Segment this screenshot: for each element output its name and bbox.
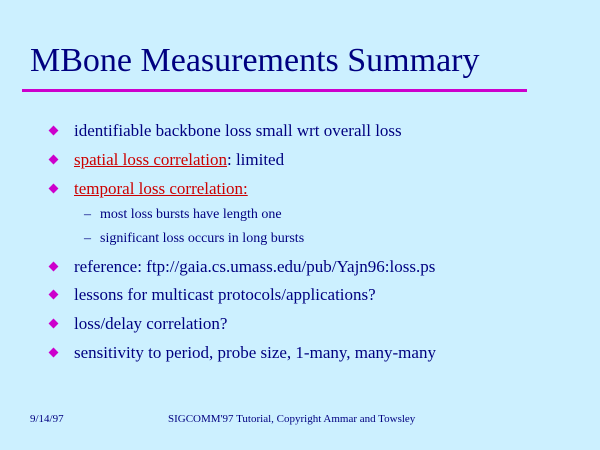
dash-bullet: – [84, 207, 91, 222]
sub-bullet-text: significant loss occurs in long bursts [100, 231, 305, 246]
diamond-bullet-icon [49, 319, 59, 329]
footer-credit: SIGCOMM'97 Tutorial, Copyright Ammar and Towsley [168, 413, 416, 425]
footer-date: 9/14/97 [30, 413, 64, 425]
slide-title: MBone Measurements Summary [30, 42, 480, 79]
spatial-loss-correlation-link[interactable]: spatial loss correlation [74, 150, 227, 169]
bullet-text: lessons for multicast protocols/applications? [74, 285, 376, 304]
bullet-text: identifiable backbone loss small wrt overall loss [74, 121, 402, 140]
diamond-bullet-icon [49, 290, 59, 300]
bullet-text: sensitivity to period, probe size, 1-many, many-many [74, 343, 436, 362]
diamond-bullet-icon [49, 262, 59, 272]
bullet-text [74, 149, 284, 171]
bullet-text: loss/delay correlation? [74, 314, 228, 333]
bullet-text-rest: : limited [226, 150, 285, 169]
diamond-bullet-icon [49, 184, 59, 194]
temporal-loss-correlation-link[interactable]: temporal loss correlation: [74, 179, 248, 198]
sub-bullet-text: most loss bursts have length one [100, 207, 282, 222]
diamond-bullet-icon [49, 126, 59, 136]
bullet-text: reference: ftp://gaia.cs.umass.edu/pub/Yajn96:loss.ps [74, 257, 436, 276]
dash-bullet: – [84, 231, 91, 246]
diamond-bullet-icon [49, 348, 59, 358]
diamond-bullet-icon [49, 155, 59, 165]
title-underline [22, 89, 527, 92]
